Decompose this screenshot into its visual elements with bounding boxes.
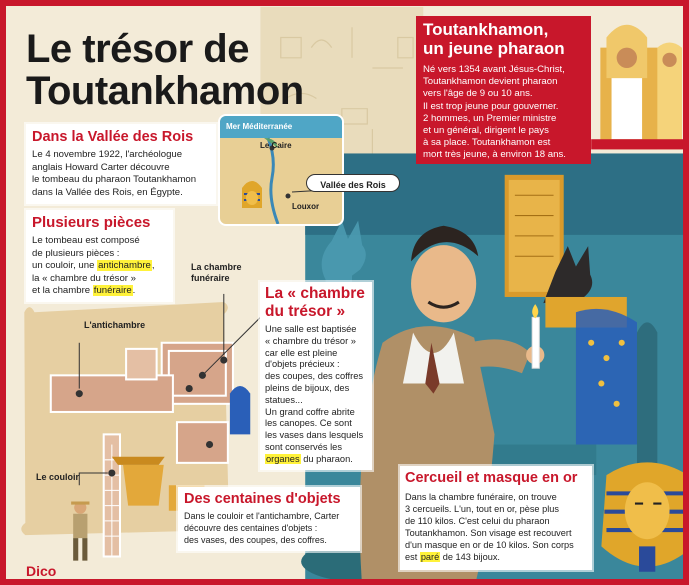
coffin-line-last xyxy=(405,551,587,563)
valley-text-line: le tombeau du pharaon Toutankhamon xyxy=(32,174,197,186)
label-funeraire xyxy=(191,262,242,284)
golden-mask-illustration xyxy=(601,462,689,571)
valley-section xyxy=(26,124,216,204)
treasure-line: car elle est pleine xyxy=(265,347,338,358)
egypt-map xyxy=(218,114,344,226)
objects-section xyxy=(178,487,360,551)
label-funeraire-1: La chambre xyxy=(191,262,242,272)
treasure-line: pleins de bijoux, des xyxy=(265,382,350,393)
valley-text-line: dans la Vallée des Rois, en Égypte. xyxy=(32,186,183,198)
treasure-line: des coupes, des coffres xyxy=(265,371,364,382)
objects-line: des vases, des coupes, des coffres. xyxy=(184,534,327,545)
pharaoh-text-line: vers l'âge de 9 ou 10 ans. xyxy=(423,88,533,100)
treasure-heading-1: La « chambre xyxy=(265,285,365,302)
rooms-section xyxy=(26,210,173,302)
valley-text-line: Le 4 novembre 1922, l'archéologue xyxy=(32,149,183,160)
title-line-1: Le trésor de xyxy=(26,27,249,71)
pharaoh-text-line: 2 hommes, un Premier ministre xyxy=(423,112,557,124)
map-city-cairo: Le Caire xyxy=(260,141,292,150)
rooms-heading: Plusieurs pièces xyxy=(32,214,151,231)
label-couloir: Le couloir xyxy=(36,472,80,482)
rooms-line-5-c: . xyxy=(132,285,136,297)
rooms-line-4: la « chambre du trésor » xyxy=(32,272,136,284)
rooms-line-3 xyxy=(32,260,167,273)
rooms-line-3-a: un couloir, une xyxy=(32,260,98,272)
coffin-line: d'un masque en or de 10 kilos. Son corps xyxy=(405,540,574,550)
treasure-line: statues... xyxy=(265,394,303,405)
label-funeraire-2: funéraire xyxy=(191,273,230,283)
map-drawing xyxy=(220,116,342,224)
treasure-heading-2: du trésor » xyxy=(265,303,346,320)
treasure-line-last-b: du pharaon. xyxy=(300,453,353,464)
coffin-line: 3 cercueils. L'un, tout en or, pèse plus xyxy=(405,504,559,514)
pharaoh-heading-2: un jeune pharaon xyxy=(423,39,565,58)
pharaoh-text-line: mort très jeune, à environ 18 ans. xyxy=(423,149,566,161)
highlight-antichambre: antichambre xyxy=(98,260,151,272)
coffin-last-a: est xyxy=(405,552,420,562)
valley-text-line: anglais Howard Carter découvre xyxy=(32,161,170,173)
coffin-section xyxy=(400,466,592,570)
treasure-line: les canopes. Ce sont xyxy=(265,418,352,429)
objects-heading: Des centaines d'objets xyxy=(184,491,341,507)
label-antichambre: L'antichambre xyxy=(84,320,146,330)
valley-heading: Dans la Vallée des Rois xyxy=(32,129,194,145)
treasure-line: Une salle est baptisée xyxy=(265,324,357,334)
coffin-line: de 110 kilos. C'est celui du pharaon xyxy=(405,516,550,526)
map-sea-label: Mer Méditerranée xyxy=(226,122,293,131)
pharaoh-text-line: à sa place. Toutankhamon est xyxy=(423,137,551,149)
treasure-section xyxy=(260,282,372,470)
pharaoh-text-line: et un général, dirigent le pays xyxy=(423,125,549,137)
title-line-2: Toutankhamon xyxy=(26,69,304,113)
highlight-funeraire: funéraire xyxy=(93,285,132,297)
pharaoh-section xyxy=(416,16,591,164)
rooms-line-5 xyxy=(32,285,167,298)
coffin-line: Toutankhamon. Son visage est recouvert xyxy=(405,528,572,538)
highlight-pare: paré xyxy=(420,552,440,562)
objects-line: Dans le couloir et l'antichambre, Carter xyxy=(184,511,340,521)
treasure-line: sont conservés les xyxy=(265,441,342,452)
coffin-last-c: de 143 bijoux. xyxy=(440,552,500,562)
rooms-line-5-a: et la chambre xyxy=(32,285,93,297)
treasure-line: d'objets précieux : xyxy=(265,359,340,370)
rooms-line-1: Le tombeau est composé xyxy=(32,235,140,246)
valley-callout xyxy=(306,174,400,192)
highlight-organes: organes xyxy=(266,453,300,464)
map-city-luxor: Louxor xyxy=(292,202,320,211)
treasure-line: les vases dans lesquels xyxy=(265,430,364,441)
treasure-line: « chambre du trésor » xyxy=(265,335,356,346)
treasure-line-last xyxy=(265,454,367,466)
treasure-line: Un grand coffre abrite xyxy=(265,406,355,417)
rooms-line-3-c: , xyxy=(151,260,155,272)
objects-line: découvre des centaines d'objets : xyxy=(184,522,318,533)
coffin-heading: Cercueil et masque en or xyxy=(405,470,578,486)
dico-logo: Dico xyxy=(26,563,57,579)
rooms-line-2: de plusieurs pièces : xyxy=(32,247,120,259)
pharaoh-text-line: Il est trop jeune pour gouverner. xyxy=(423,100,559,112)
pharaoh-text-line: Toutankhamon devient pharaon xyxy=(423,76,558,88)
valley-callout-label: Vallée des Rois xyxy=(320,180,386,190)
pharaoh-heading-1: Toutankhamon, xyxy=(423,20,549,39)
pharaoh-text-line: Né vers 1354 avant Jésus-Christ, xyxy=(423,64,565,75)
coffin-line: Dans la chambre funéraire, on trouve xyxy=(405,492,557,502)
page-title xyxy=(26,28,304,112)
